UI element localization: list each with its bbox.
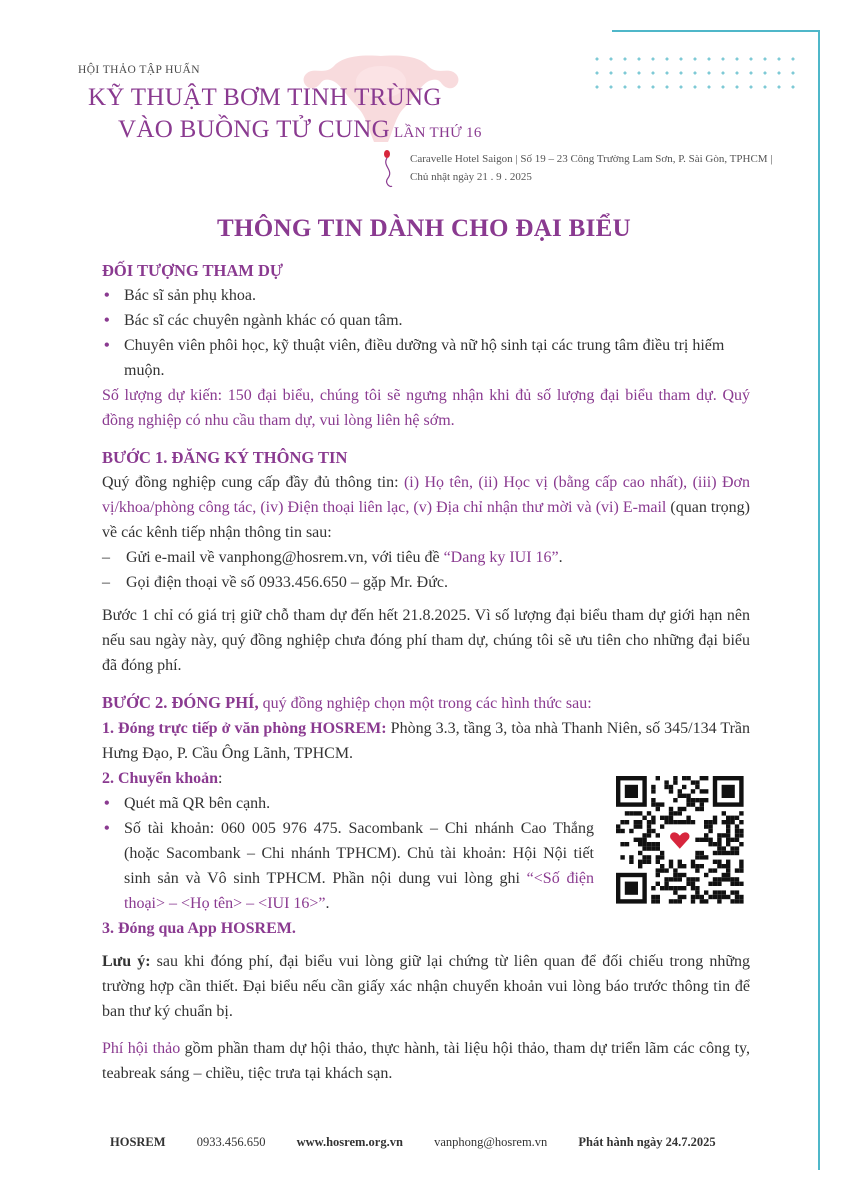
main-content — [102, 258, 750, 1086]
step1-intro: Quý đồng nghiệp cung cấp đầy đủ thông tin: (i) Họ tên, (ii) Học vị (bằng cấp cao nhất), (iii) Đơn vị/khoa/phòng công tác, (iv) Điện thoại liên lạc, (v) Địa chỉ nhận thư mời và (vi) E-mail (quan trọng) về các kênh tiếp nhận thông tin sau: — [102, 474, 751, 541]
page-title: THÔNG TIN DÀNH CHO ĐẠI BIỂU — [217, 215, 631, 242]
footer-email[interactable]: vanphong@hosrem.vn — [434, 1135, 548, 1149]
footer-phone: 0933.456.650 — [196, 1135, 266, 1149]
event-title-line2-text: VÀO BUỒNG TỬ CUNG — [118, 116, 390, 143]
event-title-line1: KỸ THUẬT BƠM TINH TRÙNG — [88, 84, 442, 111]
attendees-heading: ĐỐI TƯỢNG THAM DỰ — [102, 261, 284, 280]
event-date: Chủ nhật ngày 21 . 9 . 2025 — [410, 171, 532, 183]
fee-paragraph: Phí hội thảo gồm phần tham dự hội thảo, thực hành, tài liệu hội thảo, tham dự triển lãm các công ty, teabreak sáng – chiều, tiệc trưa tại khách sạn. — [102, 1040, 750, 1082]
note-paragraph: Lưu ý: sau khi đóng phí, đại biểu vui lòng giữ lại chứng từ liên quan để đối chiếu trong những trường hợp cần thiết. Đại biểu nếu cần giấy xác nhận chuyển khoản vui lòng báo trước thông tin để ban thư ký chuẩn bị. — [102, 953, 750, 1020]
frame-line-top — [612, 30, 820, 32]
note-label: Lưu ý: — [102, 953, 151, 970]
step2-heading: BƯỚC 2. ĐÓNG PHÍ, quý đồng nghiệp chọn một trong các hình thức sau: — [102, 693, 592, 712]
attendees-note: Số lượng dự kiến: 150 đại biểu, chúng tôi sẽ ngưng nhận khi đủ số lượng đại biểu tham dự. Quý đồng nghiệp có nhu cầu tham dự, vui lòng liên hệ sớm. — [102, 387, 750, 429]
transfer-content-format: “<Số điện thoại> – <Họ tên> – <IUI 16>” — [124, 870, 594, 912]
transfer-item: • Quét mã QR bên cạnh. — [104, 795, 271, 812]
sperm-icon — [378, 146, 408, 190]
footer-issued-date: Phát hành ngày 24.7.2025 — [578, 1135, 716, 1149]
payment-option-2 — [102, 766, 750, 916]
step1-note: Bước 1 chỉ có giá trị giữ chỗ tham dự đến hết 21.8.2025. Vì số lượng đại biểu tham dự giới hạn nên nếu sau ngày này, quý đồng nghiệp chưa đóng phí tham dự, chúng tôi sẽ ưu tiên cho những đại biểu đã đóng phí. — [102, 607, 750, 674]
required-fields: (i) Họ tên, (ii) Học vị (bằng cấp cao nhất), (iii) Đơn vị/khoa/phòng công tác, (iv) Điện thoại liên lạc, (v) Địa chỉ nhận thư mời và (vi) E-mail — [102, 474, 750, 516]
footer-org: HOSREM — [110, 1135, 166, 1149]
contact-channels — [102, 545, 750, 595]
event-type-label: HỘI THẢO TẬP HUẤN — [78, 64, 200, 76]
payment-option-1: 1. Đóng trực tiếp ở văn phòng HOSREM: Phòng 3.3, tầng 3, tòa nhà Thanh Niên, số 345/134 Trần Hưng Đạo, P. Cầu Ông Lãnh, TPHCM. — [102, 720, 750, 762]
step1-heading: BƯỚC 1. ĐĂNG KÝ THÔNG TIN — [102, 448, 348, 467]
frame-line-right — [818, 30, 820, 1170]
transfer-heading: 2. Chuyển khoản: — [102, 770, 223, 787]
event-title-line2 — [118, 116, 482, 144]
payment-option-3: 3. Đóng qua App HOSREM. — [102, 920, 296, 937]
fee-label: Phí hội thảo — [102, 1040, 181, 1057]
attendees-list — [102, 283, 750, 383]
venue-address: Caravelle Hotel Saigon | Số 19 – 23 Công Trường Lam Sơn, P. Sài Gòn, TPHCM | — [410, 153, 773, 165]
phone-channel: – Gọi điện thoại về số 0933.456.650 – gặp Mr. Đức. — [102, 574, 448, 591]
email-subject: “Dang ky IUI 16” — [443, 549, 559, 566]
venue-info — [410, 150, 800, 186]
email-channel: – Gửi e-mail về vanphong@hosrem.vn, với tiêu đề “Dang ky IUI 16”. — [102, 549, 563, 566]
attendee-item: • Bác sĩ các chuyên ngành khác có quan tâm. — [104, 312, 403, 329]
attendee-item: • Bác sĩ sản phụ khoa. — [104, 287, 256, 304]
footer — [110, 1135, 744, 1150]
decorative-dots — [590, 52, 800, 92]
transfer-list — [102, 791, 750, 916]
transfer-item: • Số tài khoản: 060 005 976 475. Sacombank – Chi nhánh Cao Thắng (hoặc Sacombank – Chi nhánh TPHCM). Chủ tài khoản: Hội Nội tiết sinh sản và Vô sinh TPHCM. Phần nội dung vui lòng ghi “<Số điện thoại> – <Họ tên> – <IUI 16>”. — [104, 820, 594, 912]
attendee-item: • Chuyên viên phôi học, kỹ thuật viên, điều dưỡng và nữ hộ sinh tại các trung tâm điều trị hiếm muộn. — [104, 337, 725, 379]
event-edition: LẦN THỨ 16 — [393, 125, 482, 141]
footer-website[interactable]: www.hosrem.org.vn — [296, 1135, 403, 1149]
